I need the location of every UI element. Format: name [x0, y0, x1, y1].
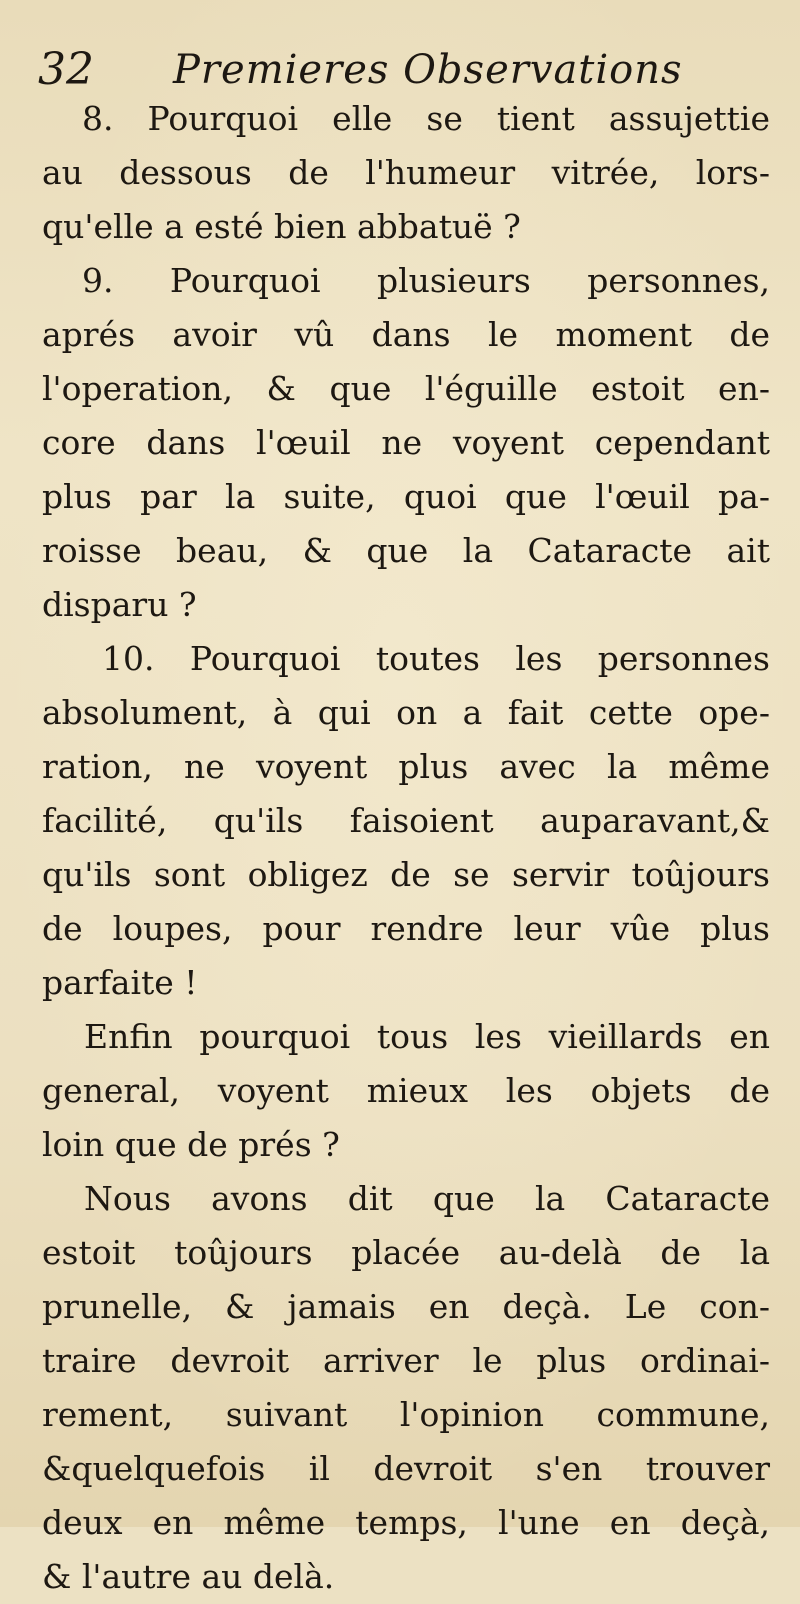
- text-line: ration, ne voyent plus avec la même: [42, 747, 770, 786]
- text-line: de loupes, pour rendre leur vûe plus: [42, 909, 770, 948]
- text-line: l'operation, & que l'éguille estoit en-: [42, 369, 770, 408]
- page-number: 32: [38, 44, 94, 95]
- text-line: 9. Pourquoi plusieurs personnes,: [82, 261, 770, 300]
- text-line: traire devroit arriver le plus ordinai-: [42, 1341, 770, 1380]
- text-line: plus par la suite, quoi que l'œuil pa-: [42, 477, 770, 516]
- body-text: [42, 92, 770, 1604]
- text-line: disparu ?: [42, 585, 197, 624]
- text-line: au dessous de l'humeur vitrée, lors-: [42, 153, 770, 192]
- text-line: Enfin pourquoi tous les vieillards en: [84, 1017, 770, 1056]
- text-line: facilité, qu'ils faisoient auparavant,&: [42, 801, 770, 840]
- text-line: loin que de prés ?: [42, 1125, 340, 1164]
- text-line: estoit toûjours placée au-delà de la: [42, 1233, 770, 1272]
- text-line: deux en même temps, l'une en deçà,: [42, 1503, 770, 1542]
- text-line: qu'ils sont obligez de se servir toûjours: [42, 855, 770, 894]
- text-line: rement, suivant l'opinion commune,: [42, 1395, 770, 1434]
- text-line: prunelle, & jamais en deçà. Le con-: [42, 1287, 770, 1326]
- text-line: absolument, à qui on a fait cette ope-: [42, 693, 770, 732]
- text-line: general, voyent mieux les objets de: [42, 1071, 770, 1110]
- text-line: roisse beau, & que la Cataracte ait: [42, 531, 770, 570]
- text-line: 8. Pourquoi elle se tient assujettie: [82, 99, 770, 138]
- text-line: qu'elle a esté bien abbatuë ?: [42, 207, 521, 246]
- text-line: 10. Pourquoi toutes les personnes: [102, 639, 770, 678]
- running-title: Premieres Observations: [173, 47, 683, 93]
- text-line: aprés avoir vû dans le moment de: [42, 315, 770, 354]
- page-header: [38, 40, 778, 100]
- text-line: Nous avons dit que la Cataracte: [84, 1179, 770, 1218]
- text-line: core dans l'œuil ne voyent cependant: [42, 423, 770, 462]
- text-line: & l'autre au delà.: [42, 1557, 335, 1596]
- text-line: parfaite !: [42, 963, 198, 1002]
- text-line: &quelquefois il devroit s'en trouver: [42, 1449, 770, 1488]
